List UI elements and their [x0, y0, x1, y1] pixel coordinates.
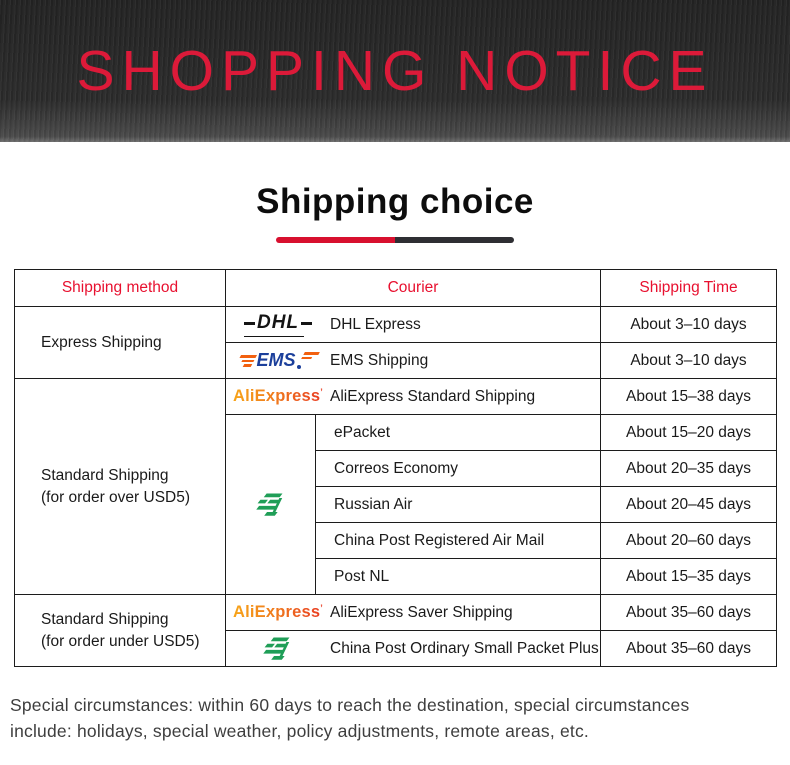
table-row	[15, 379, 777, 415]
page-title: Shipping choice	[256, 182, 534, 221]
aliexpress-logo-icon: AliExpress’	[233, 387, 323, 405]
table-header-row	[15, 270, 777, 307]
method-cell-standard-under: Standard Shipping (for order under USD5)	[15, 595, 226, 667]
col-header-shipping-time: Shipping Time	[601, 270, 777, 307]
courier-name: Russian Air	[316, 487, 601, 523]
courier-cell	[226, 595, 601, 631]
time-cell: About 20–45 days	[601, 487, 777, 523]
special-circumstances-note: Special circumstances: within 60 days to reach the destination, special circumstances include: holidays, special weather, policy adjustments, remote areas, etc.	[10, 695, 690, 742]
accent-bar-dark	[395, 237, 514, 243]
time-cell: About 15–20 days	[601, 415, 777, 451]
china-post-logo-icon	[226, 415, 316, 595]
china-post-logo-icon	[226, 634, 330, 664]
col-header-shipping-method: Shipping method	[15, 270, 226, 307]
dhl-logo-text: DHL	[256, 312, 300, 333]
courier-name: ePacket	[316, 415, 601, 451]
time-cell: About 35–60 days	[601, 631, 777, 667]
banner-title: SHOPPING NOTICE	[76, 39, 714, 103]
table-row	[15, 595, 777, 631]
time-cell: About 20–60 days	[601, 523, 777, 559]
shipping-table	[14, 269, 777, 667]
courier-cell	[226, 631, 601, 667]
time-cell: About 15–38 days	[601, 379, 777, 415]
ems-logo-icon	[226, 350, 330, 371]
title-accent-bar	[276, 237, 514, 243]
shopping-notice-banner	[0, 0, 790, 142]
aliexpress-logo-icon: AliExpress’	[233, 603, 323, 621]
time-cell: About 3–10 days	[601, 307, 777, 343]
courier-name: AliExpress Saver Shipping	[330, 603, 513, 621]
table-row	[15, 307, 777, 343]
method-cell-express: Express Shipping	[15, 307, 226, 379]
courier-name: DHL Express	[330, 315, 421, 333]
courier-name: Correos Economy	[316, 451, 601, 487]
courier-name: Post NL	[316, 559, 601, 595]
accent-bar-red	[276, 237, 395, 243]
time-cell: About 35–60 days	[601, 595, 777, 631]
ems-logo-text: EMS	[256, 350, 296, 370]
courier-name: AliExpress Standard Shipping	[330, 387, 536, 405]
col-header-courier: Courier	[226, 270, 601, 307]
courier-cell	[226, 379, 601, 415]
courier-name: China Post Registered Air Mail	[316, 523, 601, 559]
courier-cell	[226, 343, 601, 379]
method-cell-standard-over: Standard Shipping (for order over USD5)	[15, 379, 226, 595]
courier-name: China Post Ordinary Small Packet Plus	[330, 639, 599, 657]
time-cell: About 20–35 days	[601, 451, 777, 487]
time-cell: About 3–10 days	[601, 343, 777, 379]
dhl-logo-icon	[226, 312, 330, 337]
time-cell: About 15–35 days	[601, 559, 777, 595]
courier-cell	[226, 307, 601, 343]
courier-name: EMS Shipping	[330, 351, 429, 369]
